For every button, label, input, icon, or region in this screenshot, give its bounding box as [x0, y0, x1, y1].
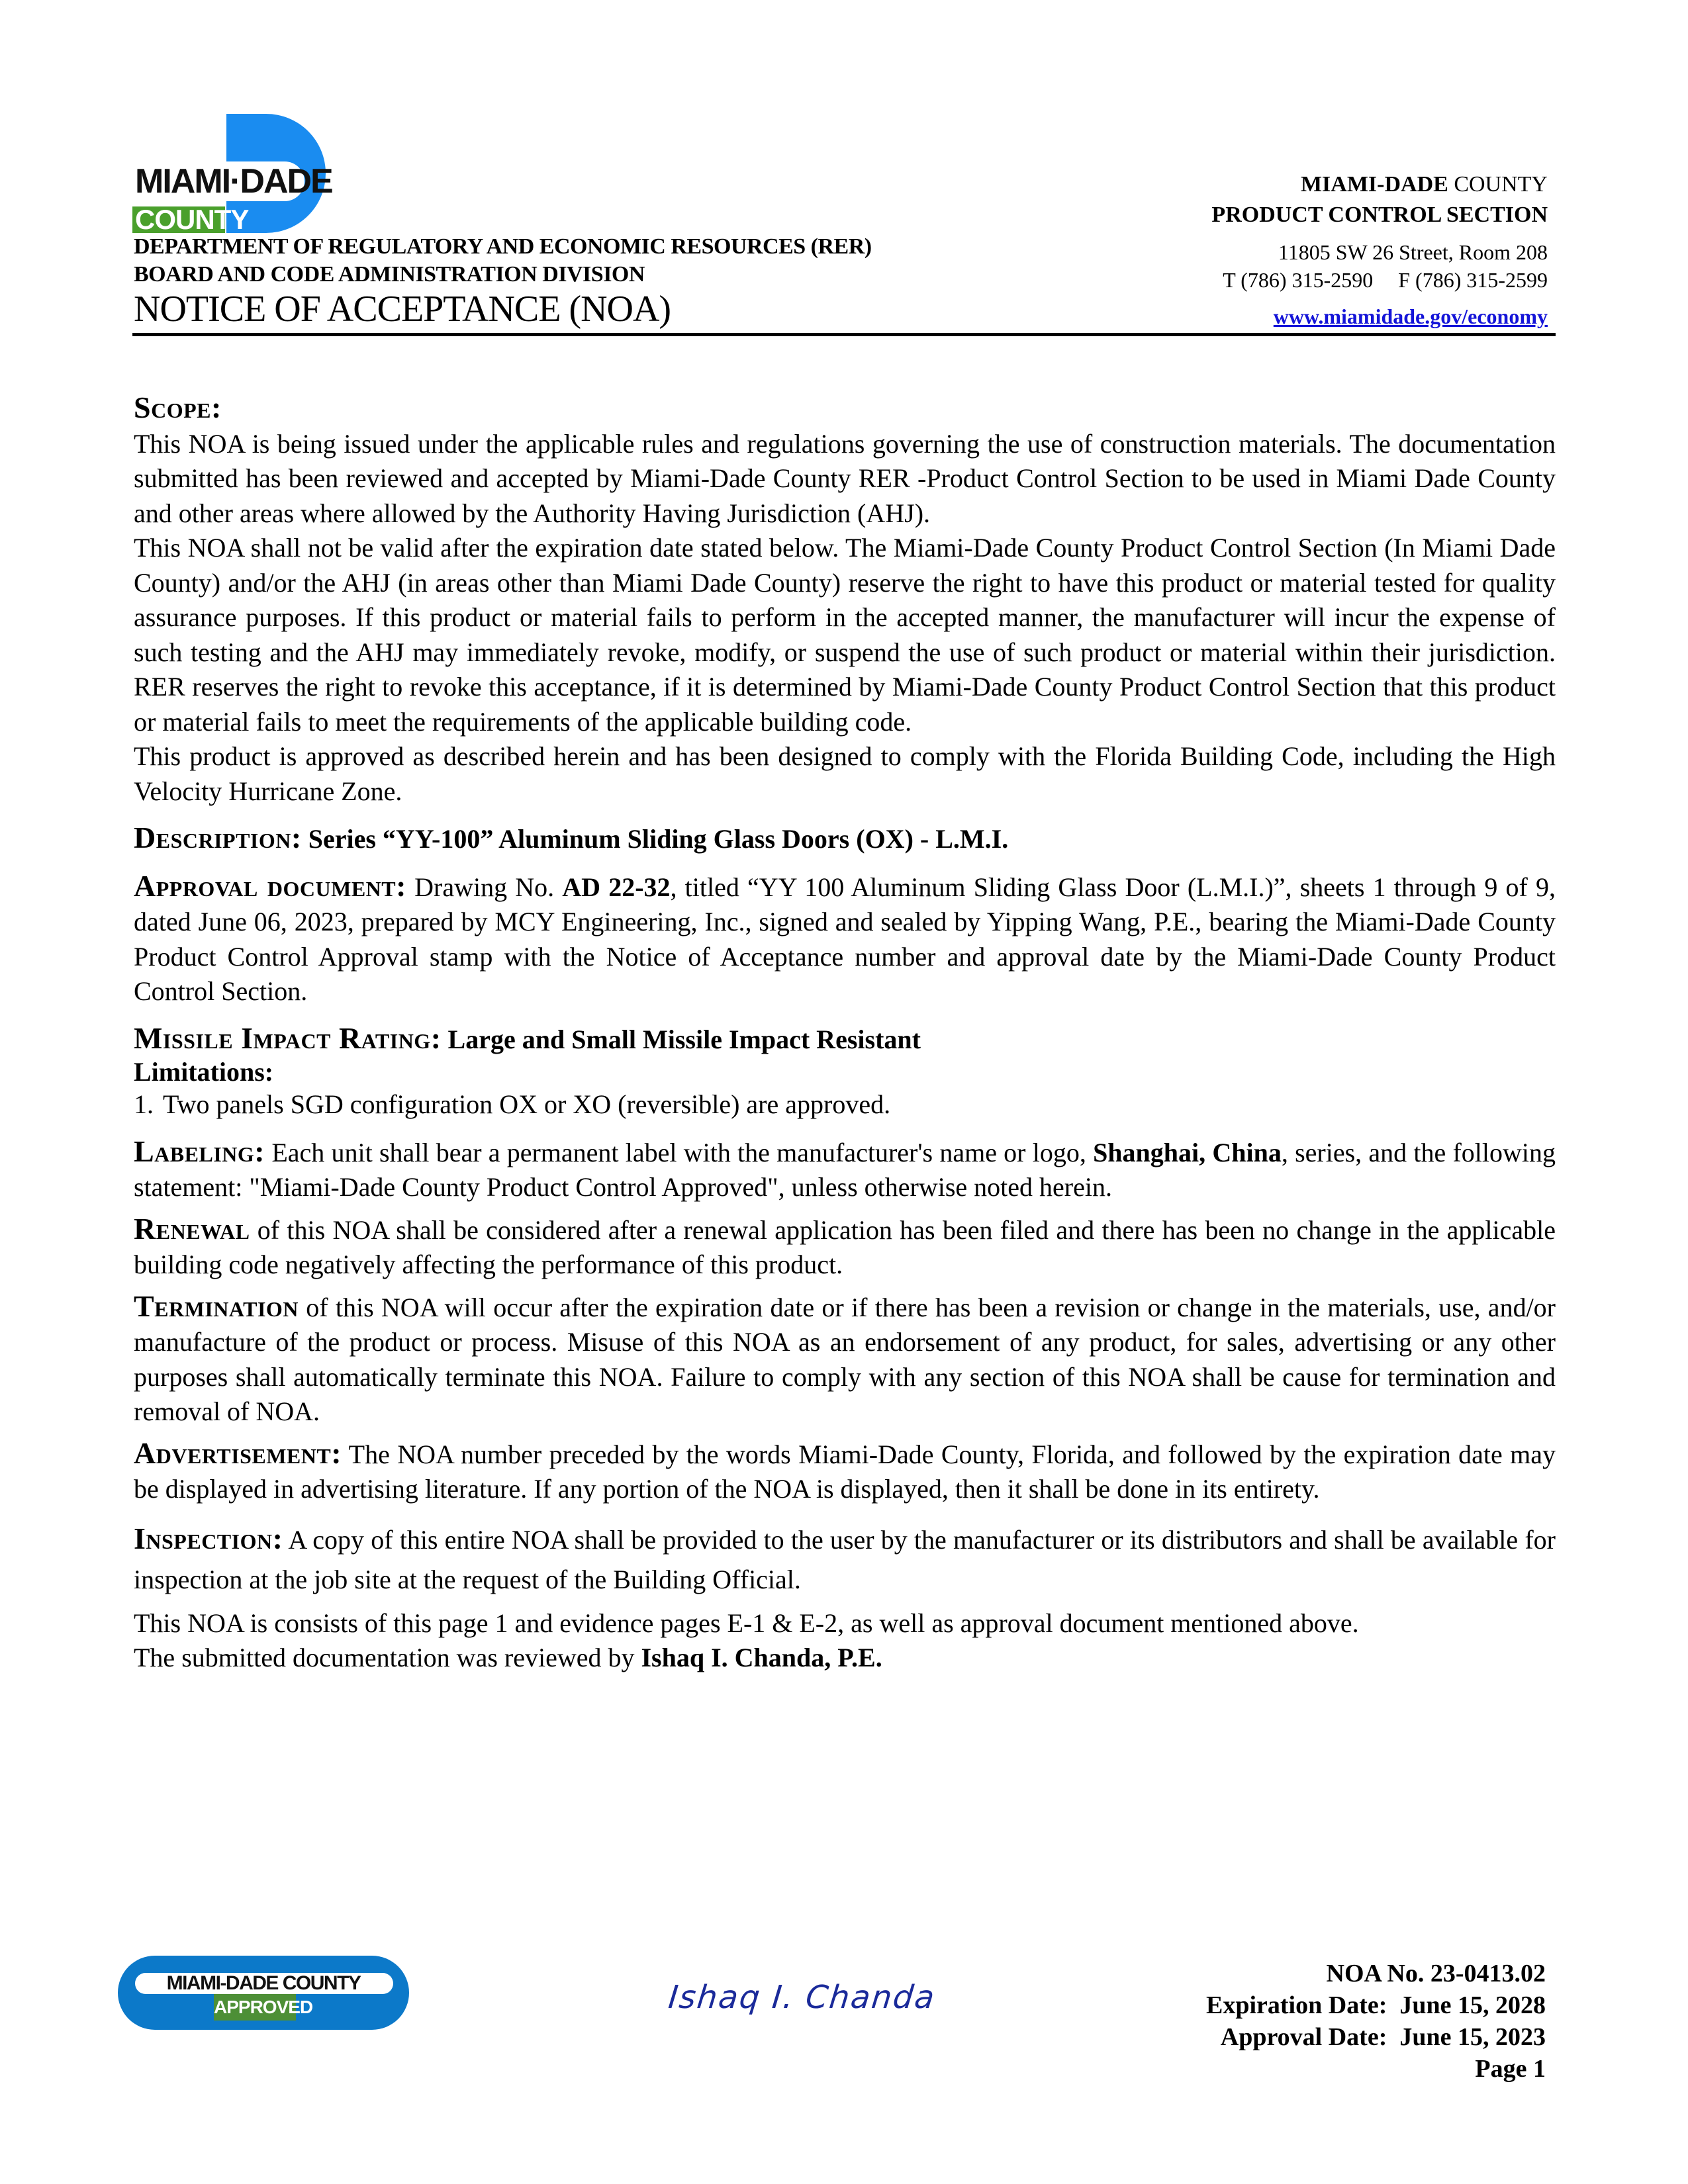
advertisement-section	[134, 1436, 1556, 1507]
limitation-number: 1.	[134, 1089, 154, 1119]
advertisement-heading: Advertisement:	[134, 1435, 342, 1470]
fax-number: F (786) 315-2599	[1398, 268, 1548, 292]
approval-document-text-a: Drawing No.	[414, 872, 563, 902]
approval-document-heading: Approval document:	[134, 868, 406, 903]
scope-paragraph-1: This NOA is being issued under the applicable rules and regulations governing the use of construction materials. The documentation submitted has been reviewed and accepted by Miami-Dade County RER -Product Control Section to be used in Miami Dade County and other areas where allowed by the Authority Having Jurisdiction (AHJ).	[134, 428, 1556, 528]
description-section	[134, 821, 1556, 857]
approved-badge-county: MIAMI-DADE COUNTY	[166, 1972, 361, 1994]
termination-text: of this NOA will occur after the expiration date or if there has been a revision or change in the materials, use, and/or manufacture of the product or process. Misuse of this NOA as an endorsement of any product, for sales, advertising or any other purposes shall automatically terminate this NOA. Failure to comply with any section of this NOA shall be cause for termination and removal of NOA.	[134, 1292, 1556, 1426]
inspection-section	[134, 1519, 1556, 1600]
termination-section	[134, 1289, 1556, 1430]
approval-document-section	[134, 869, 1556, 1009]
miami-dade-logo	[132, 114, 397, 233]
labeling-text-b: , series, and the following statement: "Miami-Dade County Product Control Approved", unless otherwise noted herein.	[134, 1137, 1556, 1202]
labeling-section	[134, 1134, 1556, 1205]
description-text: Series “YY-100” Aluminum Sliding Glass Doors (OX) - L.M.I.	[308, 824, 1009, 854]
missile-impact-section	[134, 1021, 1556, 1058]
office-address: 11805 SW 26 Street, Room 208	[1278, 240, 1548, 264]
page-number: Page 1	[1475, 2055, 1546, 2083]
logo-miami-dade-text: MIAMI·DADE	[135, 162, 332, 201]
scope-heading: Scope:	[134, 390, 222, 424]
drawing-number: AD 22-32	[562, 872, 671, 902]
expiration-date: Expiration Date: June 15, 2028	[1206, 1991, 1546, 2019]
county-name	[1211, 169, 1548, 200]
closing-reviewed	[134, 1641, 1556, 1676]
document-title: NOTICE OF ACCEPTANCE (NOA)	[134, 289, 671, 330]
section-name: PRODUCT CONTROL SECTION	[1211, 203, 1548, 227]
phone-number: T (786) 315-2590	[1223, 268, 1374, 292]
advertisement-text: The NOA number preceded by the words Miami-Dade County, Florida, and followed by the expiration date may be displayed in advertising literature. If any portion of the NOA is displayed, then it shall be done in its entirety.	[134, 1439, 1556, 1504]
reviewer-signature: Ishaq I. Chanda	[667, 1979, 938, 2016]
contact-numbers	[1211, 266, 1548, 294]
description-heading: Description:	[134, 821, 302, 854]
renewal-section	[134, 1212, 1556, 1283]
termination-heading: Termination	[134, 1289, 299, 1323]
renewal-heading: Renewal	[134, 1211, 250, 1246]
noa-info	[1206, 1958, 1546, 2085]
department-name: DEPARTMENT OF REGULATORY AND ECONOMIC RESOURCES (RER)	[134, 234, 872, 259]
missile-impact-heading: Missile Impact Rating:	[134, 1021, 442, 1055]
labeling-text-a: Each unit shall bear a permanent label with the manufacturer's name or logo,	[271, 1137, 1094, 1167]
renewal-text: of this NOA shall be considered after a renewal application has been filed and there has been no change in the applicable building code negatively affecting the performance of this product.	[134, 1214, 1556, 1279]
scope-paragraph-2: This NOA shall not be valid after the expiration date stated below. The Miami-Dade County Product Control Section (In Miami Dade County) and/or the AHJ (in areas other than Miami Dade County) reserve the right to have this product or material tested for quality assurance purposes. If this product or material fails to perform in the accepted manner, the manufacturer will incur the expense of such testing and the AHJ may immediately revoke, modify, or suspend the use of such product or material within their jurisdiction. RER reserves the right to revoke this acceptance, if it is determined by Miami-Dade County Product Control Section that this product or material fails to meet the requirements of the applicable building code.	[134, 533, 1556, 737]
logo-county-text: COUNTY	[135, 204, 249, 235]
header-left	[134, 233, 872, 330]
manufacturer-location: Shanghai, China	[1093, 1137, 1282, 1167]
county-name-rest: COUNTY	[1448, 172, 1548, 197]
reviewed-by-prefix: The submitted documentation was reviewed by	[134, 1643, 641, 1672]
limitation-text: Two panels SGD configuration OX or XO (reversible) are approved.	[163, 1089, 891, 1119]
closing-consists: This NOA is consists of this page 1 and evidence pages E-1 & E-2, as well as approval document mentioned above.	[134, 1608, 1359, 1638]
inspection-heading: Inspection:	[134, 1521, 283, 1555]
header-right	[1211, 169, 1548, 332]
approval-date: Approval Date: June 15, 2023	[1220, 2023, 1546, 2051]
county-name-bold: MIAMI-DADE	[1300, 172, 1448, 197]
limitations-label: Limitations:	[134, 1057, 274, 1087]
website	[1211, 300, 1548, 332]
missile-impact-text: Large and Small Missile Impact Resistant	[447, 1024, 921, 1054]
approved-badge	[118, 1956, 409, 2030]
header-divider	[132, 333, 1556, 336]
noa-number: NOA No. 23-0413.02	[1326, 1960, 1546, 1987]
approved-badge-label: APPROVED	[214, 1997, 313, 2017]
inspection-text: A copy of this entire NOA shall be provided to the user by the manufacturer or its distributors and shall be available for inspection at the job site at the request of the Building Official.	[134, 1524, 1556, 1594]
scope-paragraph-3: This product is approved as described herein and has been designed to comply with the Florida Building Code, including the High Velocity Hurricane Zone.	[134, 741, 1556, 806]
website-link[interactable]: www.miamidade.gov/economy	[1273, 304, 1548, 328]
reviewer-name: Ishaq I. Chanda, P.E.	[641, 1643, 882, 1672]
labeling-heading: Labeling:	[134, 1134, 265, 1168]
limitation-item	[134, 1087, 1556, 1122]
approval-document-text-b: , titled “YY 100 Aluminum Sliding Glass Door (L.M.I.)”, sheets 1 through 9 of 9, dated June 06, 2023, prepared by MCY Engineering, Inc., signed and sealed by Yipping Wang, P.E., bearing the Miami-Dade County Product Control Approval stamp with the Notice of Acceptance number and approval date by the Miami-Dade County Product Control Section.	[134, 872, 1556, 1006]
division-name: BOARD AND CODE ADMINISTRATION DIVISION	[134, 262, 645, 287]
document-body	[134, 390, 1556, 1676]
